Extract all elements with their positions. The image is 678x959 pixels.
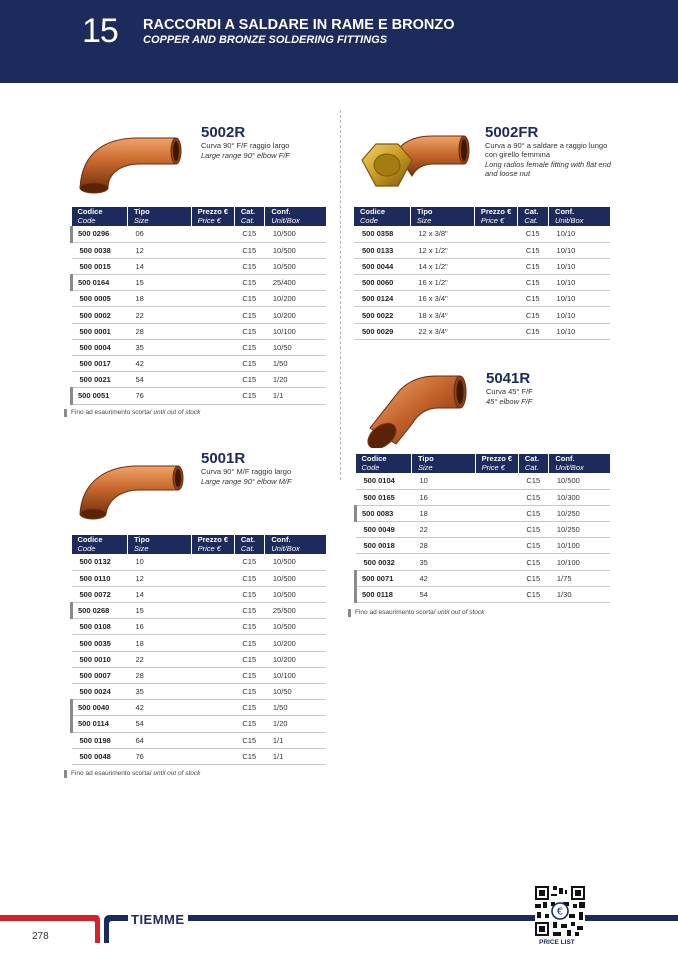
cell-code: 500 0048 [72, 748, 128, 764]
cell-size: 35 [411, 554, 475, 570]
cell-price [191, 291, 234, 307]
elbow-90-nut-image [358, 130, 476, 195]
table-header-row [72, 535, 327, 554]
table-row[interactable] [72, 323, 327, 339]
cell-price [475, 586, 518, 602]
cell-box: 1/75 [549, 570, 610, 586]
table-row[interactable] [356, 522, 611, 538]
column-header-cat: Cat. Cat. [518, 207, 549, 226]
product-desc-it: Curva a 90° a saldare a raggio lungo con girello femmina [485, 141, 608, 159]
cell-cat: C15 [518, 323, 549, 339]
cell-size: 12 [127, 570, 191, 586]
cell-code: 500 0124 [354, 291, 410, 307]
cell-price [191, 372, 234, 388]
table-header-row [354, 207, 610, 226]
product-desc-it: Curva 90° M/F raggio largo [201, 467, 292, 476]
qr-code-icon[interactable] [535, 886, 585, 936]
cell-size: 54 [127, 716, 191, 732]
cell-box: 10/10 [549, 226, 610, 242]
cell-price [191, 554, 234, 570]
cell-size: 35 [127, 684, 191, 700]
cell-code: 500 0198 [72, 732, 128, 748]
cell-code: 500 0296 [72, 226, 128, 242]
table-5041R [354, 454, 610, 603]
cell-code: 500 0007 [72, 667, 128, 683]
table-row[interactable] [72, 635, 327, 651]
product-desc-it: Curva 45° F/F [486, 387, 533, 396]
cell-price [474, 275, 518, 291]
column-header-cat: Cat. Cat. [234, 207, 265, 226]
cell-price [191, 242, 234, 258]
cell-cat: C15 [234, 570, 265, 586]
product-5041R-info [486, 370, 606, 406]
cell-cat: C15 [518, 307, 549, 323]
cell-size: 28 [127, 667, 191, 683]
table-row[interactable] [354, 275, 610, 291]
cell-code: 500 0044 [354, 258, 410, 274]
table-row[interactable] [72, 603, 327, 619]
cell-code: 500 0029 [354, 323, 410, 339]
cell-price [191, 570, 234, 586]
column-header-size: Tipo Size [411, 454, 475, 473]
cell-box: 1/1 [265, 748, 326, 764]
column-header-box: Conf. Unit/Box [265, 535, 326, 554]
cell-box: 10/250 [549, 505, 610, 521]
cell-code: 500 0015 [72, 258, 128, 274]
cell-box: 10/10 [549, 307, 610, 323]
cell-box: 10/500 [265, 242, 326, 258]
cell-cat: C15 [518, 275, 549, 291]
product-desc-it: Curva 90° F/F raggio largo [201, 141, 290, 150]
cell-price [475, 570, 518, 586]
cell-cat: C15 [234, 242, 265, 258]
cell-size: 16 x 3/4" [410, 291, 474, 307]
cell-price [191, 748, 234, 764]
cell-cat: C15 [234, 603, 265, 619]
price-list-label: PRICE LIST [539, 939, 575, 946]
cell-price [475, 473, 518, 489]
product-code: 5001R [201, 450, 246, 467]
cell-box: 10/200 [265, 291, 326, 307]
cell-cat: C15 [234, 635, 265, 651]
table-row[interactable] [354, 307, 610, 323]
cell-size: 10 [411, 473, 475, 489]
elbow-90-ff-image [68, 130, 188, 195]
table-5002FR [354, 207, 610, 340]
cell-code: 500 0017 [72, 356, 128, 372]
cell-box: 1/1 [265, 388, 326, 404]
cell-cat: C15 [234, 667, 265, 683]
product-desc-en: Long radios female fitting with flat end and loose nut [485, 160, 611, 178]
cell-cat: C15 [518, 554, 549, 570]
cell-code: 500 0164 [72, 275, 128, 291]
cell-code: 500 0024 [72, 684, 128, 700]
table-row[interactable] [72, 619, 327, 635]
cell-size: 54 [127, 372, 191, 388]
cell-cat: C15 [518, 489, 549, 505]
elbow-90-mf-image [70, 460, 188, 520]
cell-code: 500 0114 [72, 716, 128, 732]
cell-cat: C15 [234, 307, 265, 323]
cell-cat: C15 [234, 748, 265, 764]
cell-cat: C15 [518, 505, 549, 521]
table-row[interactable] [354, 242, 610, 258]
cell-size: 18 [127, 291, 191, 307]
cell-cat: C15 [234, 258, 265, 274]
cell-size: 76 [127, 748, 191, 764]
column-header-price: Prezzo € Price € [191, 535, 234, 554]
cell-cat: C15 [518, 522, 549, 538]
cell-code: 500 0002 [72, 307, 128, 323]
cell-box: 1/30 [549, 586, 610, 602]
cell-code: 500 0358 [354, 226, 410, 242]
cell-price [191, 356, 234, 372]
product-desc-en: Large range 90° elbow M/F [201, 477, 292, 486]
cell-price [191, 716, 234, 732]
table-row[interactable] [356, 489, 611, 505]
cell-price [191, 339, 234, 355]
cell-cat: C15 [234, 275, 265, 291]
cell-code: 500 0060 [354, 275, 410, 291]
cell-cat: C15 [234, 619, 265, 635]
cell-box: 1/1 [265, 732, 326, 748]
cell-box: 10/10 [549, 323, 610, 339]
table-row[interactable] [72, 291, 327, 307]
cell-cat: C15 [234, 372, 265, 388]
cell-cat: C15 [518, 570, 549, 586]
cell-size: 35 [127, 339, 191, 355]
cell-box: 10/500 [265, 619, 326, 635]
column-header-price: Prezzo € Price € [474, 207, 518, 226]
chapter-title: RACCORDI A SALDARE IN RAME E BRONZO [143, 17, 455, 33]
column-header-cat: Cat. Cat. [234, 535, 265, 554]
cell-size: 76 [127, 388, 191, 404]
product-code: 5041R [486, 370, 531, 387]
product-code: 5002FR [485, 124, 539, 141]
cell-size: 42 [411, 570, 475, 586]
table-row[interactable] [72, 226, 327, 242]
cell-box: 10/50 [265, 339, 326, 355]
cell-size: 06 [127, 226, 191, 242]
cell-code: 500 0104 [356, 473, 412, 489]
cell-box: 10/500 [265, 226, 326, 242]
cell-price [474, 226, 518, 242]
cell-cat: C15 [234, 323, 265, 339]
elbow-45-image [360, 368, 472, 448]
column-header-code: Codice Code [72, 207, 128, 226]
table-row[interactable] [356, 473, 611, 489]
cell-box: 10/100 [549, 554, 610, 570]
cell-price [475, 538, 518, 554]
cell-code: 500 0022 [354, 307, 410, 323]
product-5002R-info [201, 124, 331, 160]
cell-size: 14 [127, 258, 191, 274]
cell-cat: C15 [518, 473, 549, 489]
column-header-box: Conf. Unit/Box [265, 207, 326, 226]
cell-code: 500 0021 [72, 372, 128, 388]
table-row[interactable] [354, 323, 610, 339]
cell-box: 10/250 [549, 522, 610, 538]
cell-code: 500 0038 [72, 242, 128, 258]
cell-box: 10/100 [265, 323, 326, 339]
chapter-number: 15 [82, 12, 118, 50]
table-row[interactable] [72, 716, 327, 732]
cell-code: 500 0040 [72, 700, 128, 716]
cell-price [191, 635, 234, 651]
cell-cat: C15 [518, 242, 549, 258]
cell-size: 42 [127, 700, 191, 716]
cell-size: 15 [127, 603, 191, 619]
table-row[interactable] [72, 258, 327, 274]
cell-code: 500 0004 [72, 339, 128, 355]
cell-cat: C15 [234, 356, 265, 372]
cell-cat: C15 [518, 538, 549, 554]
table-header-row [356, 454, 611, 473]
cell-cat: C15 [234, 651, 265, 667]
column-header-size: Tipo Size [127, 207, 191, 226]
product-5001R-info [201, 450, 331, 486]
stock-note: Fino ad esaurimento scorta/ until out of stock [64, 770, 200, 778]
cell-code: 500 0049 [356, 522, 412, 538]
cell-price [474, 242, 518, 258]
column-header-box: Conf. Unit/Box [549, 207, 610, 226]
cell-price [191, 667, 234, 683]
cell-cat: C15 [518, 258, 549, 274]
cell-code: 500 0133 [354, 242, 410, 258]
column-header-size: Tipo Size [127, 535, 191, 554]
cell-box: 10/500 [265, 554, 326, 570]
cell-cat: C15 [234, 684, 265, 700]
cell-code: 500 0071 [356, 570, 412, 586]
cell-box: 25/500 [265, 603, 326, 619]
cell-box: 10/500 [265, 586, 326, 602]
cell-price [191, 586, 234, 602]
cell-price [191, 603, 234, 619]
cell-size: 12 x 1/2" [410, 242, 474, 258]
table-row[interactable] [72, 748, 327, 764]
column-header-box: Conf. Unit/Box [549, 454, 610, 473]
cell-price [475, 505, 518, 521]
cell-code: 500 0110 [72, 570, 128, 586]
cell-size: 18 [411, 505, 475, 521]
cell-price [191, 307, 234, 323]
cell-cat: C15 [518, 586, 549, 602]
cell-size: 18 [127, 635, 191, 651]
cell-code: 500 0165 [356, 489, 412, 505]
cell-price [191, 732, 234, 748]
column-header-size: Tipo Size [410, 207, 474, 226]
cell-box: 25/400 [265, 275, 326, 291]
cell-size: 28 [411, 538, 475, 554]
column-header-code: Codice Code [356, 454, 412, 473]
cell-box: 10/50 [265, 684, 326, 700]
cell-box: 1/20 [265, 716, 326, 732]
table-row[interactable] [356, 554, 611, 570]
cell-size: 64 [127, 732, 191, 748]
table-row[interactable] [354, 291, 610, 307]
cell-price [191, 619, 234, 635]
table-row[interactable] [356, 538, 611, 554]
cell-code: 500 0118 [356, 586, 412, 602]
cell-cat: C15 [518, 226, 549, 242]
column-header-code: Codice Code [354, 207, 410, 226]
cell-size: 12 [127, 242, 191, 258]
cell-code: 500 0005 [72, 291, 128, 307]
table-row[interactable] [72, 586, 327, 602]
cell-box: 1/50 [265, 356, 326, 372]
stock-note: Fino ad esaurimento scorta/ until out of stock [348, 609, 484, 617]
table-row[interactable] [72, 242, 327, 258]
cell-size: 14 x 1/2" [410, 258, 474, 274]
cell-box: 10/200 [265, 307, 326, 323]
cell-box: 10/300 [549, 489, 610, 505]
cell-size: 16 [411, 489, 475, 505]
cell-box: 10/100 [549, 538, 610, 554]
column-header-price: Prezzo € Price € [191, 207, 234, 226]
cell-cat: C15 [234, 732, 265, 748]
chapter-subtitle: COPPER AND BRONZE SOLDERING FITTINGS [143, 34, 388, 46]
brand-logo: TIEMME [128, 912, 188, 927]
table-row[interactable] [72, 356, 327, 372]
table-row[interactable] [72, 651, 327, 667]
table-row[interactable] [72, 700, 327, 716]
svg-text:€: € [556, 906, 564, 918]
table-row[interactable] [72, 684, 327, 700]
product-code: 5002R [201, 124, 246, 141]
product-desc-en: 45° elbow F/F [486, 397, 533, 406]
table-row[interactable] [72, 554, 327, 570]
table-row[interactable] [72, 667, 327, 683]
cell-cat: C15 [234, 554, 265, 570]
cell-box: 1/50 [265, 700, 326, 716]
table-row[interactable] [356, 505, 611, 521]
cell-box: 10/10 [549, 258, 610, 274]
stock-note: Fino ad esaurimento scorta/ until out of stock [64, 409, 200, 417]
table-row[interactable] [72, 307, 327, 323]
cell-box: 10/10 [549, 291, 610, 307]
cell-code: 500 0010 [72, 651, 128, 667]
column-header-price: Prezzo € Price € [475, 454, 518, 473]
cell-price [475, 522, 518, 538]
table-5002R [70, 207, 326, 405]
cell-price [191, 651, 234, 667]
cell-price [475, 554, 518, 570]
cell-price [191, 258, 234, 274]
column-header-cat: Cat. Cat. [518, 454, 549, 473]
cell-code: 500 0108 [72, 619, 128, 635]
cell-size: 14 [127, 586, 191, 602]
cell-size: 22 [411, 522, 475, 538]
cell-code: 500 0268 [72, 603, 128, 619]
page-header [0, 0, 678, 83]
cell-cat: C15 [234, 339, 265, 355]
cell-size: 16 x 1/2" [410, 275, 474, 291]
table-row[interactable] [72, 339, 327, 355]
product-5002FR-info [485, 124, 615, 178]
cell-price [191, 226, 234, 242]
cell-code: 500 0051 [72, 388, 128, 404]
cell-size: 28 [127, 323, 191, 339]
cell-cat: C15 [234, 226, 265, 242]
cell-size: 22 x 3/4" [410, 323, 474, 339]
table-row[interactable] [72, 570, 327, 586]
cell-code: 500 0132 [72, 554, 128, 570]
table-5001R [70, 535, 326, 765]
cell-price [191, 323, 234, 339]
table-row[interactable] [72, 732, 327, 748]
page-number: 278 [32, 931, 49, 942]
cell-box: 10/500 [265, 258, 326, 274]
cell-code: 500 0083 [356, 505, 412, 521]
table-row[interactable] [354, 226, 610, 242]
cell-code: 500 0032 [356, 554, 412, 570]
cell-box: 10/10 [549, 242, 610, 258]
cell-box: 10/10 [549, 275, 610, 291]
cell-cat: C15 [234, 586, 265, 602]
cell-price [191, 275, 234, 291]
cell-box: 10/200 [265, 651, 326, 667]
cell-box: 10/100 [265, 667, 326, 683]
table-row[interactable] [72, 275, 327, 291]
cell-size: 18 x 3/4" [410, 307, 474, 323]
cell-price [475, 489, 518, 505]
table-row[interactable] [72, 372, 327, 388]
cell-code: 500 0018 [356, 538, 412, 554]
cell-box: 10/500 [549, 473, 610, 489]
cell-size: 42 [127, 356, 191, 372]
cell-size: 16 [127, 619, 191, 635]
cell-price [191, 684, 234, 700]
cell-size: 54 [411, 586, 475, 602]
table-row[interactable] [354, 258, 610, 274]
cell-price [474, 307, 518, 323]
product-desc-en: Large range 90° elbow F/F [201, 151, 290, 160]
table-header-row [72, 207, 327, 226]
table-row[interactable] [72, 388, 327, 404]
cell-box: 10/500 [265, 570, 326, 586]
cell-price [474, 258, 518, 274]
cell-cat: C15 [234, 716, 265, 732]
cell-cat: C15 [518, 291, 549, 307]
cell-cat: C15 [234, 388, 265, 404]
cell-size: 22 [127, 651, 191, 667]
cell-price [191, 388, 234, 404]
table-row[interactable] [356, 570, 611, 586]
cell-cat: C15 [234, 700, 265, 716]
cell-box: 10/200 [265, 635, 326, 651]
cell-size: 22 [127, 307, 191, 323]
cell-price [474, 323, 518, 339]
column-header-code: Codice Code [72, 535, 128, 554]
column-divider [340, 110, 341, 480]
cell-box: 1/20 [265, 372, 326, 388]
table-row[interactable] [356, 586, 611, 602]
cell-size: 12 x 3/8" [410, 226, 474, 242]
cell-code: 500 0072 [72, 586, 128, 602]
cell-code: 500 0035 [72, 635, 128, 651]
cell-cat: C15 [234, 291, 265, 307]
cell-price [191, 700, 234, 716]
cell-code: 500 0001 [72, 323, 128, 339]
cell-size: 10 [127, 554, 191, 570]
cell-size: 15 [127, 275, 191, 291]
cell-price [474, 291, 518, 307]
